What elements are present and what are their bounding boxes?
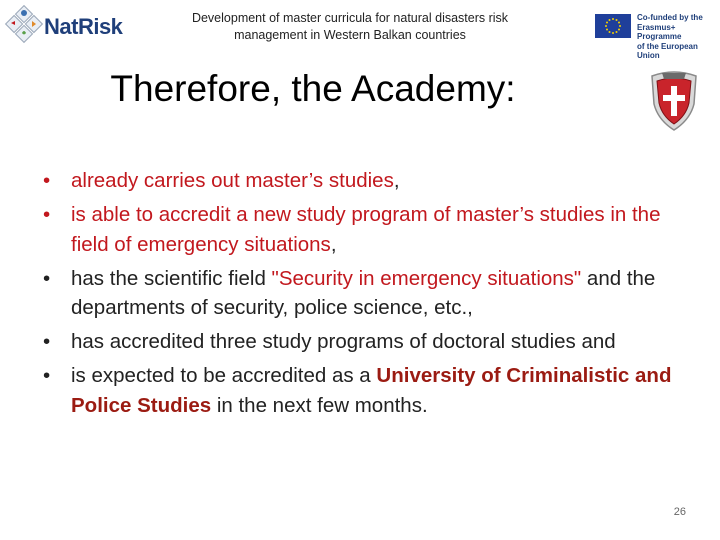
bullet-dot: •: [43, 364, 51, 387]
eu-flag-icon: [595, 14, 631, 38]
eu-text-line-1: Co-funded by the: [637, 13, 703, 22]
eu-text-line-3: of the European Union: [637, 41, 698, 60]
bullet-highlight: University of Criminalistic and Police Studies: [71, 364, 672, 417]
bullet-list: [44, 166, 684, 425]
natrisk-mark-icon: [4, 4, 44, 44]
eu-cofunded-logo: [595, 12, 717, 60]
bullet-punct: ,: [393, 169, 400, 192]
bullet-text: is able to accredit a new study program of master’s studies in the field of emergency situations: [71, 203, 661, 256]
bullet-dot: •: [43, 266, 51, 290]
logo-text: NatRisk: [44, 14, 123, 39]
bullet-dot: •: [43, 203, 51, 226]
bullet-dot: •: [43, 330, 51, 353]
list-item: [44, 361, 684, 420]
bullet-punct: ,: [330, 232, 337, 256]
slide-title-text: Therefore, the Academy:: [110, 68, 516, 109]
list-item: [44, 327, 684, 357]
list-item: [44, 264, 684, 323]
bullet-dot: •: [43, 169, 51, 192]
bullet-text: has accredited three study programs of doctoral studies and: [71, 330, 616, 353]
header-line-1: Development of master curricula for natural disasters risk: [191, 11, 509, 25]
bullet-text: has the scientific field: [71, 266, 272, 290]
bullet-text-end: in the next few months.: [211, 393, 428, 417]
eu-text: [637, 13, 717, 61]
list-item: [44, 200, 684, 259]
bullet-text: already carries out master’s studies: [71, 169, 394, 192]
list-item: [44, 166, 684, 196]
bullet-text: is expected to be accredited as a: [71, 364, 377, 387]
eu-text-line-2: Erasmus+ Programme: [637, 22, 682, 41]
academy-shield-icon: [648, 70, 700, 132]
natrisk-logo: [4, 4, 123, 46]
bullet-highlight: "Security in emergency situations": [271, 266, 582, 290]
bullet-text-end: and the departments of security, police science, etc.,: [71, 266, 656, 319]
header-line-2: management in Western Balkan countries: [234, 28, 466, 42]
page-number: 26: [673, 506, 686, 518]
slide-title: [0, 68, 720, 110]
project-header: [180, 10, 520, 44]
